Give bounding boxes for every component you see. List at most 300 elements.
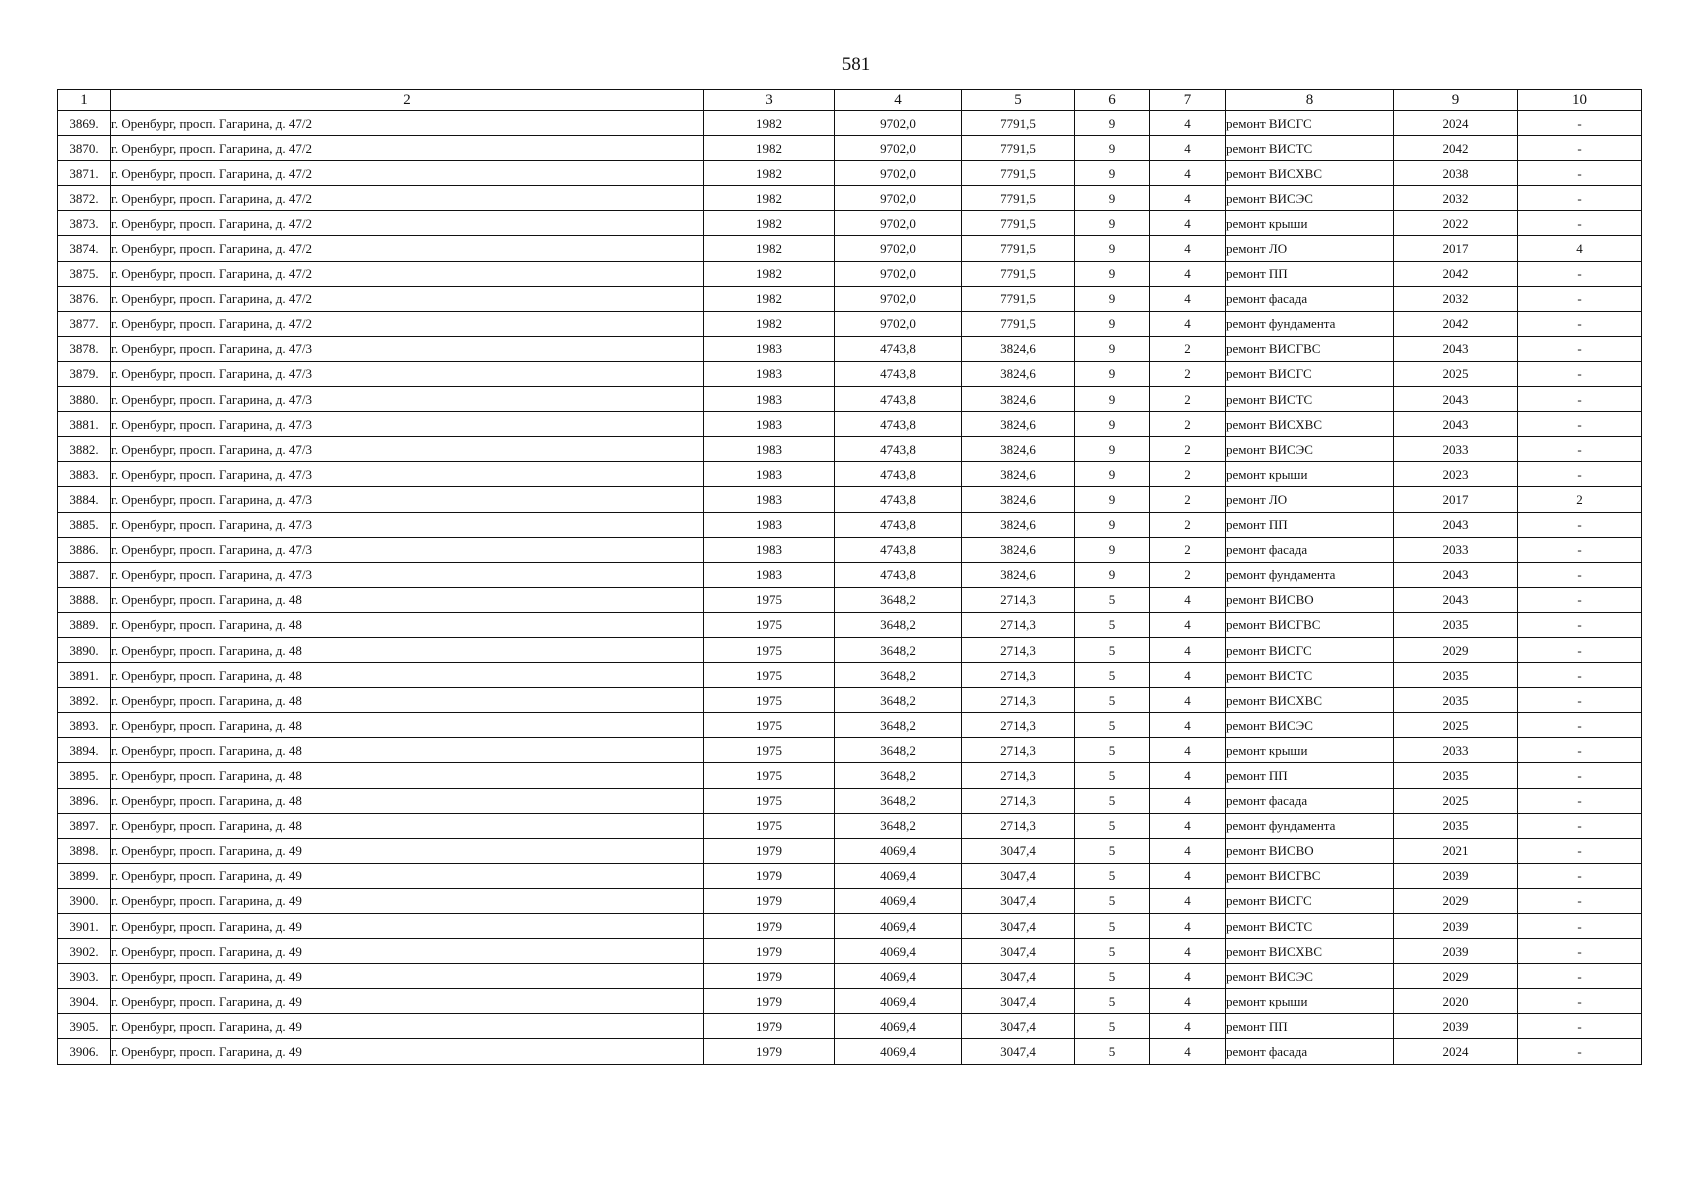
floors-cell: 5 — [1075, 888, 1150, 913]
table-row — [58, 738, 1642, 763]
planned-year-cell: 2039 — [1394, 863, 1518, 888]
address-cell: г. Оренбург, просп. Гагарина, д. 47/3 — [111, 336, 704, 361]
row-number-cell: 3885. — [58, 512, 111, 537]
work-type-cell: ремонт фундамента — [1226, 562, 1394, 587]
floors-cell: 5 — [1075, 788, 1150, 813]
entrances-cell: 4 — [1150, 713, 1226, 738]
year-built-cell: 1975 — [704, 587, 835, 612]
table-row — [58, 336, 1642, 361]
year-built-cell: 1982 — [704, 311, 835, 336]
address-cell: г. Оренбург, просп. Гагарина, д. 47/2 — [111, 161, 704, 186]
planned-year-cell: 2021 — [1394, 838, 1518, 863]
work-type-cell: ремонт ВИСЭС — [1226, 713, 1394, 738]
planned-year-cell: 2042 — [1394, 311, 1518, 336]
count-cell: - — [1518, 261, 1642, 286]
total-area-cell: 3648,2 — [835, 663, 962, 688]
total-area-cell: 3648,2 — [835, 587, 962, 612]
total-area-cell: 9702,0 — [835, 161, 962, 186]
living-area-cell: 2714,3 — [962, 763, 1075, 788]
living-area-cell: 3824,6 — [962, 537, 1075, 562]
work-type-cell: ремонт крыши — [1226, 211, 1394, 236]
living-area-cell: 2714,3 — [962, 738, 1075, 763]
total-area-cell: 9702,0 — [835, 211, 962, 236]
count-cell: - — [1518, 186, 1642, 211]
column-number-4: 4 — [835, 90, 962, 111]
table-row — [58, 838, 1642, 863]
planned-year-cell: 2033 — [1394, 738, 1518, 763]
year-built-cell: 1982 — [704, 161, 835, 186]
total-area-cell: 9702,0 — [835, 236, 962, 261]
floors-cell: 5 — [1075, 763, 1150, 788]
column-number-row — [58, 90, 1642, 111]
work-type-cell: ремонт ВИСТС — [1226, 387, 1394, 412]
address-cell: г. Оренбург, просп. Гагарина, д. 48 — [111, 763, 704, 788]
total-area-cell: 3648,2 — [835, 738, 962, 763]
count-cell: - — [1518, 311, 1642, 336]
address-cell: г. Оренбург, просп. Гагарина, д. 47/2 — [111, 111, 704, 136]
living-area-cell: 3824,6 — [962, 462, 1075, 487]
table-row — [58, 989, 1642, 1014]
floors-cell: 5 — [1075, 663, 1150, 688]
entrances-cell: 4 — [1150, 788, 1226, 813]
work-type-cell: ремонт ВИСХВС — [1226, 161, 1394, 186]
floors-cell: 9 — [1075, 437, 1150, 462]
work-type-cell: ремонт ВИСТС — [1226, 914, 1394, 939]
entrances-cell: 4 — [1150, 663, 1226, 688]
count-cell: - — [1518, 111, 1642, 136]
year-built-cell: 1983 — [704, 512, 835, 537]
row-number-cell: 3884. — [58, 487, 111, 512]
work-type-cell: ремонт крыши — [1226, 989, 1394, 1014]
planned-year-cell: 2032 — [1394, 186, 1518, 211]
year-built-cell: 1982 — [704, 236, 835, 261]
work-type-cell: ремонт фасада — [1226, 286, 1394, 311]
address-cell: г. Оренбург, просп. Гагарина, д. 48 — [111, 813, 704, 838]
address-cell: г. Оренбург, просп. Гагарина, д. 47/2 — [111, 136, 704, 161]
floors-cell: 9 — [1075, 387, 1150, 412]
entrances-cell: 4 — [1150, 261, 1226, 286]
count-cell: 2 — [1518, 487, 1642, 512]
count-cell: - — [1518, 763, 1642, 788]
floors-cell: 9 — [1075, 462, 1150, 487]
table-row — [58, 713, 1642, 738]
count-cell: - — [1518, 663, 1642, 688]
table-body — [58, 111, 1642, 1065]
address-cell: г. Оренбург, просп. Гагарина, д. 49 — [111, 863, 704, 888]
table-row — [58, 939, 1642, 964]
row-number-cell: 3883. — [58, 462, 111, 487]
entrances-cell: 4 — [1150, 964, 1226, 989]
column-number-3: 3 — [704, 90, 835, 111]
floors-cell: 5 — [1075, 738, 1150, 763]
year-built-cell: 1975 — [704, 663, 835, 688]
total-area-cell: 4069,4 — [835, 989, 962, 1014]
year-built-cell: 1983 — [704, 487, 835, 512]
row-number-cell: 3891. — [58, 663, 111, 688]
address-cell: г. Оренбург, просп. Гагарина, д. 47/3 — [111, 412, 704, 437]
work-type-cell: ремонт ВИСТС — [1226, 663, 1394, 688]
count-cell: - — [1518, 1014, 1642, 1039]
entrances-cell: 4 — [1150, 311, 1226, 336]
row-number-cell: 3896. — [58, 788, 111, 813]
total-area-cell: 9702,0 — [835, 136, 962, 161]
work-type-cell: ремонт ВИСГС — [1226, 637, 1394, 662]
count-cell: - — [1518, 161, 1642, 186]
planned-year-cell: 2035 — [1394, 612, 1518, 637]
count-cell: - — [1518, 964, 1642, 989]
address-cell: г. Оренбург, просп. Гагарина, д. 49 — [111, 914, 704, 939]
total-area-cell: 4069,4 — [835, 1014, 962, 1039]
count-cell: - — [1518, 136, 1642, 161]
floors-cell: 9 — [1075, 311, 1150, 336]
total-area-cell: 4743,8 — [835, 537, 962, 562]
entrances-cell: 4 — [1150, 161, 1226, 186]
year-built-cell: 1983 — [704, 462, 835, 487]
planned-year-cell: 2043 — [1394, 512, 1518, 537]
row-number-cell: 3898. — [58, 838, 111, 863]
address-cell: г. Оренбург, просп. Гагарина, д. 47/2 — [111, 261, 704, 286]
address-cell: г. Оренбург, просп. Гагарина, д. 47/2 — [111, 211, 704, 236]
row-number-cell: 3897. — [58, 813, 111, 838]
address-cell: г. Оренбург, просп. Гагарина, д. 49 — [111, 989, 704, 1014]
count-cell: - — [1518, 863, 1642, 888]
work-type-cell: ремонт фасада — [1226, 788, 1394, 813]
count-cell: - — [1518, 286, 1642, 311]
count-cell: - — [1518, 738, 1642, 763]
work-type-cell: ремонт ПП — [1226, 512, 1394, 537]
year-built-cell: 1979 — [704, 888, 835, 913]
floors-cell: 5 — [1075, 863, 1150, 888]
work-type-cell: ремонт ВИСХВС — [1226, 939, 1394, 964]
entrances-cell: 4 — [1150, 738, 1226, 763]
count-cell: 4 — [1518, 236, 1642, 261]
count-cell: - — [1518, 587, 1642, 612]
planned-year-cell: 2035 — [1394, 663, 1518, 688]
living-area-cell: 2714,3 — [962, 713, 1075, 738]
address-cell: г. Оренбург, просп. Гагарина, д. 49 — [111, 939, 704, 964]
count-cell: - — [1518, 462, 1642, 487]
count-cell: - — [1518, 211, 1642, 236]
living-area-cell: 7791,5 — [962, 136, 1075, 161]
entrances-cell: 4 — [1150, 763, 1226, 788]
address-cell: г. Оренбург, просп. Гагарина, д. 47/2 — [111, 186, 704, 211]
floors-cell: 9 — [1075, 236, 1150, 261]
entrances-cell: 4 — [1150, 1039, 1226, 1064]
floors-cell: 5 — [1075, 939, 1150, 964]
table-row — [58, 236, 1642, 261]
floors-cell: 5 — [1075, 838, 1150, 863]
year-built-cell: 1983 — [704, 537, 835, 562]
total-area-cell: 9702,0 — [835, 261, 962, 286]
floors-cell: 9 — [1075, 537, 1150, 562]
planned-year-cell: 2043 — [1394, 387, 1518, 412]
entrances-cell: 2 — [1150, 562, 1226, 587]
address-cell: г. Оренбург, просп. Гагарина, д. 47/3 — [111, 512, 704, 537]
row-number-cell: 3904. — [58, 989, 111, 1014]
planned-year-cell: 2035 — [1394, 688, 1518, 713]
planned-year-cell: 2043 — [1394, 562, 1518, 587]
year-built-cell: 1979 — [704, 838, 835, 863]
total-area-cell: 4743,8 — [835, 361, 962, 386]
address-cell: г. Оренбург, просп. Гагарина, д. 47/2 — [111, 236, 704, 261]
page-number: 581 — [841, 54, 871, 75]
work-type-cell: ремонт крыши — [1226, 462, 1394, 487]
table-row — [58, 888, 1642, 913]
total-area-cell: 3648,2 — [835, 788, 962, 813]
table-row — [58, 211, 1642, 236]
entrances-cell: 4 — [1150, 688, 1226, 713]
year-built-cell: 1975 — [704, 788, 835, 813]
entrances-cell: 4 — [1150, 914, 1226, 939]
row-number-cell: 3874. — [58, 236, 111, 261]
table-row — [58, 361, 1642, 386]
count-cell: - — [1518, 813, 1642, 838]
living-area-cell: 3047,4 — [962, 989, 1075, 1014]
work-type-cell: ремонт ВИСЭС — [1226, 437, 1394, 462]
floors-cell: 9 — [1075, 136, 1150, 161]
count-cell: - — [1518, 838, 1642, 863]
total-area-cell: 4743,8 — [835, 462, 962, 487]
entrances-cell: 4 — [1150, 1014, 1226, 1039]
total-area-cell: 4743,8 — [835, 512, 962, 537]
planned-year-cell: 2035 — [1394, 813, 1518, 838]
total-area-cell: 9702,0 — [835, 186, 962, 211]
entrances-cell: 4 — [1150, 838, 1226, 863]
year-built-cell: 1979 — [704, 914, 835, 939]
row-number-cell: 3895. — [58, 763, 111, 788]
year-built-cell: 1982 — [704, 286, 835, 311]
living-area-cell: 3047,4 — [962, 888, 1075, 913]
total-area-cell: 4069,4 — [835, 863, 962, 888]
entrances-cell: 4 — [1150, 286, 1226, 311]
entrances-cell: 2 — [1150, 387, 1226, 412]
entrances-cell: 4 — [1150, 888, 1226, 913]
living-area-cell: 3047,4 — [962, 863, 1075, 888]
row-number-cell: 3876. — [58, 286, 111, 311]
living-area-cell: 3824,6 — [962, 437, 1075, 462]
table-row — [58, 587, 1642, 612]
planned-year-cell: 2043 — [1394, 587, 1518, 612]
table-row — [58, 763, 1642, 788]
living-area-cell: 7791,5 — [962, 211, 1075, 236]
living-area-cell: 3824,6 — [962, 336, 1075, 361]
planned-year-cell: 2042 — [1394, 261, 1518, 286]
total-area-cell: 4069,4 — [835, 914, 962, 939]
year-built-cell: 1982 — [704, 136, 835, 161]
entrances-cell: 4 — [1150, 587, 1226, 612]
entrances-cell: 2 — [1150, 487, 1226, 512]
year-built-cell: 1983 — [704, 562, 835, 587]
work-type-cell: ремонт ВИСЭС — [1226, 964, 1394, 989]
work-type-cell: ремонт ВИСХВС — [1226, 412, 1394, 437]
row-number-cell: 3889. — [58, 612, 111, 637]
row-number-cell: 3906. — [58, 1039, 111, 1064]
address-cell: г. Оренбург, просп. Гагарина, д. 48 — [111, 713, 704, 738]
column-number-5: 5 — [962, 90, 1075, 111]
entrances-cell: 2 — [1150, 412, 1226, 437]
count-cell: - — [1518, 788, 1642, 813]
table-row — [58, 136, 1642, 161]
row-number-cell: 3901. — [58, 914, 111, 939]
table-row — [58, 964, 1642, 989]
living-area-cell: 7791,5 — [962, 236, 1075, 261]
total-area-cell: 3648,2 — [835, 813, 962, 838]
table-row — [58, 412, 1642, 437]
table-row — [58, 612, 1642, 637]
table-row — [58, 462, 1642, 487]
work-type-cell: ремонт ВИСГС — [1226, 361, 1394, 386]
living-area-cell: 7791,5 — [962, 186, 1075, 211]
floors-cell: 5 — [1075, 964, 1150, 989]
planned-year-cell: 2038 — [1394, 161, 1518, 186]
floors-cell: 9 — [1075, 261, 1150, 286]
living-area-cell: 7791,5 — [962, 261, 1075, 286]
floors-cell: 9 — [1075, 211, 1150, 236]
total-area-cell: 4743,8 — [835, 387, 962, 412]
count-cell: - — [1518, 939, 1642, 964]
row-number-cell: 3870. — [58, 136, 111, 161]
table-row — [58, 437, 1642, 462]
year-built-cell: 1979 — [704, 863, 835, 888]
planned-year-cell: 2029 — [1394, 964, 1518, 989]
work-type-cell: ремонт ВИСВО — [1226, 838, 1394, 863]
floors-cell: 9 — [1075, 286, 1150, 311]
row-number-cell: 3899. — [58, 863, 111, 888]
entrances-cell: 2 — [1150, 512, 1226, 537]
table-row — [58, 1014, 1642, 1039]
row-number-cell: 3902. — [58, 939, 111, 964]
address-cell: г. Оренбург, просп. Гагарина, д. 47/3 — [111, 562, 704, 587]
column-number-2: 2 — [111, 90, 704, 111]
planned-year-cell: 2042 — [1394, 136, 1518, 161]
planned-year-cell: 2023 — [1394, 462, 1518, 487]
address-cell: г. Оренбург, просп. Гагарина, д. 47/3 — [111, 462, 704, 487]
planned-year-cell: 2039 — [1394, 939, 1518, 964]
entrances-cell: 2 — [1150, 437, 1226, 462]
floors-cell: 5 — [1075, 612, 1150, 637]
year-built-cell: 1975 — [704, 763, 835, 788]
table-row — [58, 111, 1642, 136]
floors-cell: 5 — [1075, 688, 1150, 713]
address-cell: г. Оренбург, просп. Гагарина, д. 48 — [111, 612, 704, 637]
work-type-cell: ремонт ПП — [1226, 261, 1394, 286]
address-cell: г. Оренбург, просп. Гагарина, д. 49 — [111, 1014, 704, 1039]
year-built-cell: 1982 — [704, 261, 835, 286]
work-type-cell: ремонт ЛО — [1226, 236, 1394, 261]
floors-cell: 5 — [1075, 587, 1150, 612]
planned-year-cell: 2024 — [1394, 1039, 1518, 1064]
year-built-cell: 1983 — [704, 387, 835, 412]
floors-cell: 9 — [1075, 562, 1150, 587]
row-number-cell: 3877. — [58, 311, 111, 336]
planned-year-cell: 2017 — [1394, 236, 1518, 261]
work-type-cell: ремонт ВИСГС — [1226, 111, 1394, 136]
count-cell: - — [1518, 688, 1642, 713]
address-cell: г. Оренбург, просп. Гагарина, д. 47/2 — [111, 311, 704, 336]
work-type-cell: ремонт ВИСХВС — [1226, 688, 1394, 713]
work-type-cell: ремонт фасада — [1226, 1039, 1394, 1064]
repair-register-table — [57, 89, 1642, 1065]
year-built-cell: 1975 — [704, 713, 835, 738]
living-area-cell: 3824,6 — [962, 361, 1075, 386]
total-area-cell: 9702,0 — [835, 286, 962, 311]
floors-cell: 5 — [1075, 1039, 1150, 1064]
floors-cell: 5 — [1075, 1014, 1150, 1039]
table-row — [58, 562, 1642, 587]
living-area-cell: 3047,4 — [962, 914, 1075, 939]
work-type-cell: ремонт фасада — [1226, 537, 1394, 562]
address-cell: г. Оренбург, просп. Гагарина, д. 47/3 — [111, 387, 704, 412]
planned-year-cell: 2022 — [1394, 211, 1518, 236]
year-built-cell: 1983 — [704, 437, 835, 462]
planned-year-cell: 2039 — [1394, 914, 1518, 939]
planned-year-cell: 2025 — [1394, 361, 1518, 386]
table-row — [58, 161, 1642, 186]
row-number-cell: 3886. — [58, 537, 111, 562]
planned-year-cell: 2025 — [1394, 713, 1518, 738]
work-type-cell: ремонт ВИСТС — [1226, 136, 1394, 161]
address-cell: г. Оренбург, просп. Гагарина, д. 47/3 — [111, 361, 704, 386]
count-cell: - — [1518, 537, 1642, 562]
floors-cell: 5 — [1075, 914, 1150, 939]
floors-cell: 9 — [1075, 512, 1150, 537]
count-cell: - — [1518, 914, 1642, 939]
planned-year-cell: 2017 — [1394, 487, 1518, 512]
count-cell: - — [1518, 612, 1642, 637]
address-cell: г. Оренбург, просп. Гагарина, д. 49 — [111, 838, 704, 863]
address-cell: г. Оренбург, просп. Гагарина, д. 47/3 — [111, 437, 704, 462]
entrances-cell: 2 — [1150, 336, 1226, 361]
total-area-cell: 4069,4 — [835, 838, 962, 863]
living-area-cell: 2714,3 — [962, 688, 1075, 713]
living-area-cell: 3824,6 — [962, 487, 1075, 512]
entrances-cell: 4 — [1150, 186, 1226, 211]
row-number-cell: 3890. — [58, 637, 111, 662]
total-area-cell: 4743,8 — [835, 562, 962, 587]
work-type-cell: ремонт ЛО — [1226, 487, 1394, 512]
living-area-cell: 2714,3 — [962, 637, 1075, 662]
address-cell: г. Оренбург, просп. Гагарина, д. 48 — [111, 587, 704, 612]
living-area-cell: 3824,6 — [962, 412, 1075, 437]
row-number-cell: 3882. — [58, 437, 111, 462]
column-number-9: 9 — [1394, 90, 1518, 111]
table-row — [58, 387, 1642, 412]
floors-cell: 5 — [1075, 813, 1150, 838]
table-row — [58, 663, 1642, 688]
count-cell: - — [1518, 637, 1642, 662]
floors-cell: 9 — [1075, 487, 1150, 512]
count-cell: - — [1518, 512, 1642, 537]
column-number-6: 6 — [1075, 90, 1150, 111]
row-number-cell: 3869. — [58, 111, 111, 136]
year-built-cell: 1975 — [704, 612, 835, 637]
planned-year-cell: 2035 — [1394, 763, 1518, 788]
row-number-cell: 3887. — [58, 562, 111, 587]
table-row — [58, 286, 1642, 311]
row-number-cell: 3903. — [58, 964, 111, 989]
floors-cell: 9 — [1075, 361, 1150, 386]
work-type-cell: ремонт ВИСГВС — [1226, 863, 1394, 888]
total-area-cell: 9702,0 — [835, 111, 962, 136]
column-number-8: 8 — [1226, 90, 1394, 111]
address-cell: г. Оренбург, просп. Гагарина, д. 47/2 — [111, 286, 704, 311]
living-area-cell: 2714,3 — [962, 663, 1075, 688]
table-row — [58, 914, 1642, 939]
address-cell: г. Оренбург, просп. Гагарина, д. 47/3 — [111, 537, 704, 562]
planned-year-cell: 2029 — [1394, 637, 1518, 662]
total-area-cell: 4743,8 — [835, 412, 962, 437]
planned-year-cell: 2029 — [1394, 888, 1518, 913]
